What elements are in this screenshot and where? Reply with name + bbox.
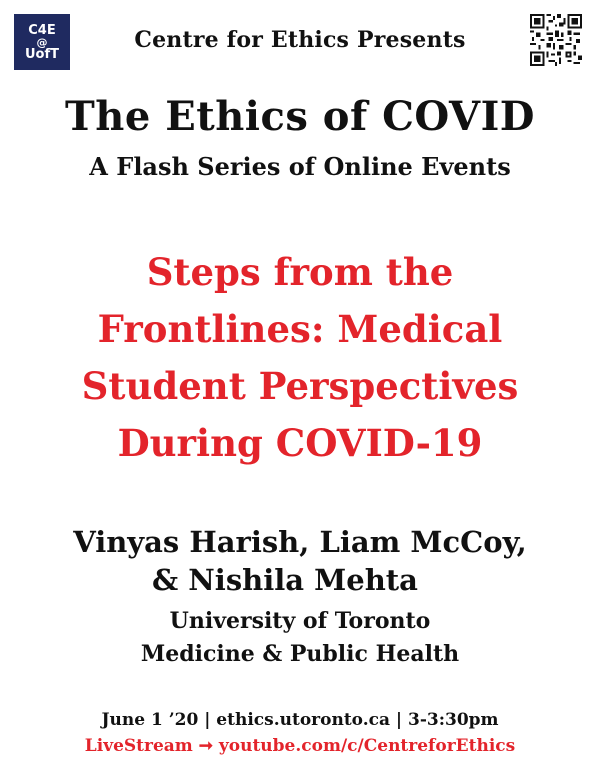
speakers-line: Vinyas Harish, Liam McCoy,	[73, 525, 527, 559]
talk-title-line: During COVID-19	[117, 421, 483, 465]
talk-title	[20, 244, 580, 472]
talk-title-line: Steps from the	[146, 250, 454, 294]
event-details: June 1 ’20 | ethics.utoronto.ca | 3-3:30pm	[101, 710, 499, 730]
speakers-line: & Nishila Mehta	[152, 563, 418, 597]
affiliation-line: Medicine & Public Health	[140, 641, 460, 667]
c4e-logo	[14, 14, 70, 70]
affiliation	[0, 605, 600, 671]
talk-title-line: Student Perspectives	[81, 364, 519, 408]
speakers	[0, 523, 600, 599]
logo-line-2: @	[36, 35, 48, 49]
talk-title-line: Frontlines: Medical	[97, 307, 503, 351]
logo-line-1: C4E	[28, 22, 56, 38]
logo-line-3: UofT	[24, 46, 59, 62]
livestream-link[interactable]: LiveStream ➞ youtube.com/c/CentreforEthics	[84, 736, 516, 756]
affiliation-line: University of Toronto	[169, 608, 431, 634]
presenter-heading: Centre for Ethics Presents	[134, 27, 466, 53]
series-title: The Ethics of COVID	[65, 93, 535, 140]
qr-code-icon[interactable]	[530, 14, 582, 66]
series-subtitle: A Flash Series of Online Events	[89, 152, 511, 181]
